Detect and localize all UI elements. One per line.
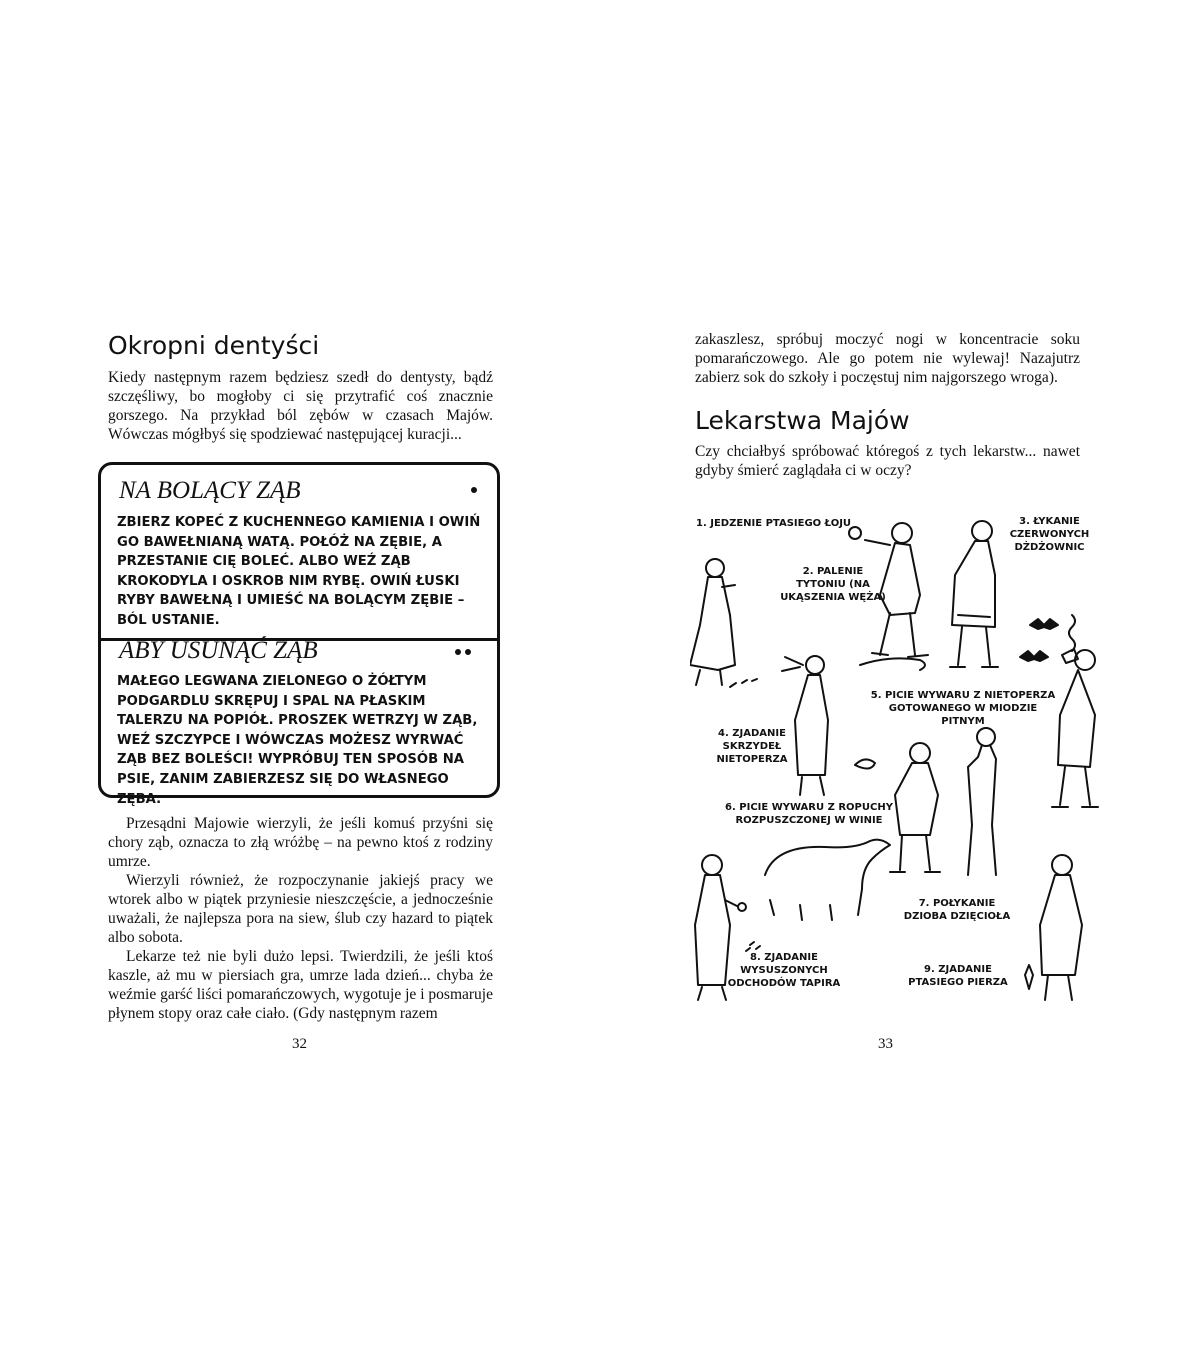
caption-tobacco: 2. PALENIE TYTONIU (NA UKĄSZENIA WĘŻA): [780, 566, 886, 603]
decoration-dot: [455, 649, 461, 655]
decoration-dot: [465, 649, 471, 655]
figure-drinking-bat-mead: [1052, 649, 1098, 807]
page-number: 32: [292, 1036, 307, 1052]
box-section-title-toothache: NA BOLĄCY ZĄB: [119, 477, 301, 504]
figure-swallowing-woodpecker-beak: [1025, 855, 1082, 1000]
body-paragraph: Lekarze też nie byli dużo lepsi. Twierdzili, że jeśli ktoś kaszle, aż mu w piersiach gra, umrze lada dzień... chyba że weźmie garść liści pomarańczowych, wygotuje je i posmaruje płynem stopy oraz całe ciało. (Gdy następnym razem: [108, 948, 493, 1022]
box-section-text-toothache: ZBIERZ KOPEĆ Z KUCHENNEGO KAMIENIA I OWIŃ GO BAWEŁNIANĄ WATĄ. POŁÓŻ NA ZĘBIE, A PRZESTANIE CIĘ BOLEĆ. ALBO WEŹ ZĄB KROKODYLA I OSKROB NIM RYBĘ. OWIŃ ŁUSKI RYBY BAWEŁNĄ I UMIEŚĆ NA BOLĄCYM ZĘBIE – BÓL USTANIE.: [117, 515, 481, 628]
body-paragraph: Przesądni Majowie wierzyli, że jeśli komuś przyśni się chory ząb, oznacza to złą wróżbę – na pewno ktoś z rodziny umrze.: [108, 815, 493, 870]
caption-bat-mead: 5. PICIE WYWARU Z NIETOPERZA GOTOWANEGO W MIODZIE PITNYM: [870, 690, 1056, 727]
figure-eating-bird-fat: [690, 559, 757, 687]
page-heading: Lekarstwa Majów: [695, 406, 910, 435]
bat-drawings: [1020, 615, 1075, 661]
caption-bat-wings: 4. ZJADANIE SKRZYDEŁ NIETOPERZA: [716, 728, 788, 765]
box-section-title-extraction: ABY USUNĄĆ ZĄB: [119, 637, 318, 664]
tapir-drawing: [746, 840, 890, 951]
decoration-dot: [471, 487, 477, 493]
caption-worms: 3. ŁYKANIE CZERWONYCH DŻDŻOWNIC: [1009, 516, 1090, 553]
figure-swallowing-worms: [950, 521, 998, 667]
page-number: 33: [878, 1036, 893, 1052]
body-paragraph: Wierzyli również, że rozpoczynanie jakiejś pracy we wtorek albo w piątek przyniesie nieszczęście, a jednocześnie uważali, że najlepsza pora na siew, ślub czy hazard to piątek albo sobota.: [108, 872, 493, 946]
continuation-paragraph: zakaszlesz, spróbuj moczyć nogi w koncentracie soku pomarańczowego. Ale go potem nie wylewaj! Nazajutrz zabierz sok do szkoły i poczęstuj nim najgorszego wroga).: [695, 331, 1080, 386]
intro-paragraph: Czy chciałbyś spróbować któregoś z tych lekarstw... nawet gdyby śmierć zaglądała ci w oczy?: [695, 443, 1080, 479]
caption-toad-wine: 6. PICIE WYWARU Z ROPUCHY ROZPUSZCZONEJ W WINIE: [725, 802, 893, 826]
caption-woodpecker-beak: 7. POŁYKANIE DZIOBA DZIĘCIOŁA: [903, 898, 1011, 922]
remedies-illustration: [690, 505, 1100, 1005]
caption-bird-fat: 1. JEDZENIE PTASIEGO ŁOJU: [696, 518, 852, 529]
caption-bird-feathers: 9. ZJADANIE PTASIEGO PIERZA: [908, 964, 1008, 988]
figure-eating-bat-wings: [782, 656, 828, 795]
box-section-text-extraction: MAŁEGO LEGWANA ZIELONEGO O ŻÓŁTYM PODGARDLU SKRĘPUJ I SPAL NA PŁASKIM TALERZU NA POPIÓŁ. PROSZEK WETRZYJ W ZĄB, WEŹ SZCZYPCE I WÓWCZAS MOŻESZ WYRWAĆ ZĄB BEZ BOLEŚCI! WYPRÓBUJ TEN SPOSÓB NA PSIE, ZANIM ZABIERZESZ SIĘ DO WŁASNEGO ZĘBA.: [117, 674, 478, 807]
remedy-box: [98, 462, 500, 807]
intro-paragraph: Kiedy następnym razem będziesz szedł do dentysty, bądź szczęśliwy, bo mogłoby ci się przytrafić coś znacznie gorszego. Na przykład ból zębów w czasach Majów. Wówczas mógłbyś się spodziewać następującej kuracji...: [108, 369, 493, 443]
caption-tapir-droppings: 8. ZJADANIE WYSUSZONYCH ODCHODÓW TAPIRA: [727, 952, 841, 989]
page-heading: Okropni dentyści: [108, 331, 320, 360]
